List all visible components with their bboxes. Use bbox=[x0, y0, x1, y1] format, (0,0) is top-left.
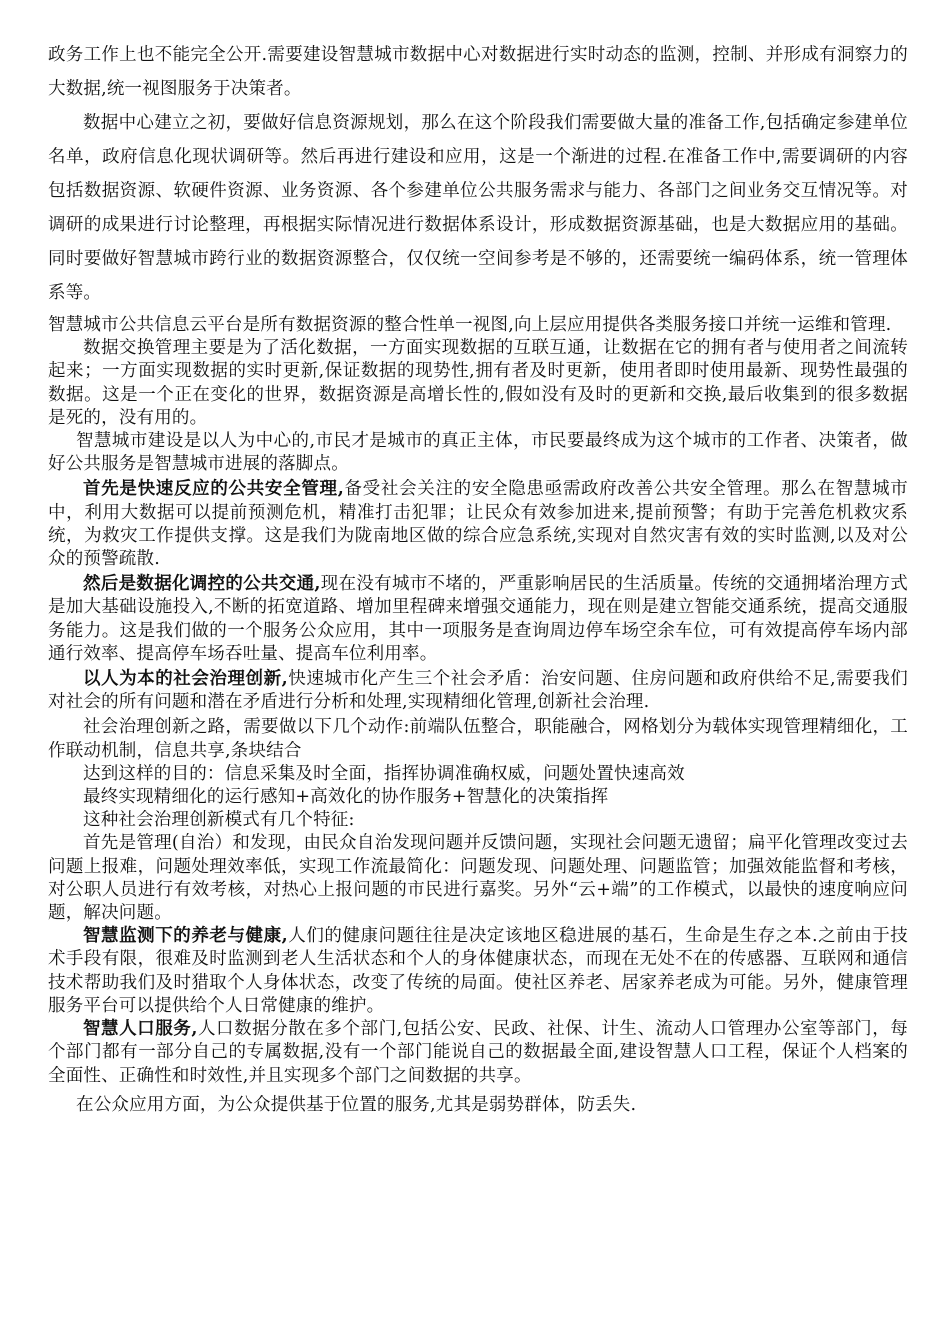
body-public-transport: 现在没有城市不堵的，严重影响居民的生活质量。传统的交通拥堵治理方式是加大基础设施投入,不断的拓宽道路、增加里程碑来增强交通能力，现在则是建立智能交通系统，提高交通服务能力。这是我们做的一个服务公众应用，其中一项服务是查询周边停车场空余车位，可有效提高停车场内部通行效率、提高停车场吞吐量、提高车位利用率。 bbox=[48, 574, 908, 664]
paragraph-data-exchange: 数据交换管理主要是为了活化数据，一方面实现数据的互联互通，让数据在它的拥有者与使用者之间流转起来；一方面实现数据的实时更新,保证数据的现势性,拥有者及时更新，使用者即时使用最新、现势性最强的数据。这是一个正在变化的世界，数据资源是高增长性的,假如没有及时的更新和交换,最后收集到的很多数据是死的，没有用的。 bbox=[48, 338, 908, 428]
paragraph-social-governance bbox=[48, 668, 908, 714]
lead-social-governance: 以人为本的社会治理创新, bbox=[83, 669, 288, 690]
body-population-service: 人口数据分散在多个部门,包括公安、民政、社保、计生、流动人口管理办公室等部门，每个部门都有一部分自己的专属数据,没有一个部门能说自己的数据最全面,建设智慧人口工程，保证个人档案的全面性、正确性和时效性,并且实现多个部门之间数据的共享。 bbox=[48, 1019, 908, 1086]
lead-public-transport: 然后是数据化调控的公共交通, bbox=[83, 574, 321, 595]
paragraph-public-safety bbox=[48, 478, 908, 571]
body-social-governance: 快速城市化产生三个社会矛盾：治安问题、住房问题和政府供给不足,需要我们对社会的所有问题和潜在矛盾进行分析和处理,实现精细化管理,创新社会治理. bbox=[48, 669, 909, 713]
paragraph-cloud-platform: 智慧城市公共信息云平台是所有数据资源的整合性单一视图,向上层应用提供各类服务接口并统一运维和管理. bbox=[48, 315, 892, 335]
body-elderly-health: 人们的健康问题往往是决定该地区稳进展的基石，生命是生存之本.之前由于技术手段有限，很难及时监测到老人生活状态和个人的身体健康状态，而现在无处不在的传感器、互联网和通信技术帮助我们及时猎取个人身体状态，改变了传统的局面。使社区养老、居家养老成为可能。另外，健康管理服务平台可以提供给个人日常健康的维护。 bbox=[48, 926, 909, 1016]
paragraph-data-center-intro: 政务工作上也不能完全公开.需要建设智慧城市数据中心对数据进行实时动态的监测，控制、并形成有洞察力的大数据,统一视图服务于决策者。 bbox=[48, 45, 908, 99]
body-public-safety: 备受社会关注的安全隐患亟需政府改善公共安全管理。那么在智慧城市中，利用大数据可以提前预测危机，精准打击犯罪；让民众有效参加进来,提前预警；有助于完善危机救灾系统，为救灾工作提供支撑。这是我们为陇南地区做的综合应急系统,实现对自然灾害有效的实时监测,以及对公众的预警疏散. bbox=[48, 479, 908, 570]
lead-population-service: 智慧人口服务, bbox=[83, 1019, 198, 1040]
paragraph-governance-details: 首先是管理(自治）和发现，由民众自治发现问题并反馈问题，实现社会问题无遗留；扁平化管理改变过去问题上报难，问题处理效率低，实现工作流最简化：问题发现、问题处理、问题监管；加强效能监督和考核，对公职人员进行有效考核，对热心上报问题的市民进行嘉奖。另外“云+端”的工作模式，以最快的速度响应问题，解决问题。 bbox=[48, 833, 908, 924]
lead-elderly-health: 智慧监测下的养老与健康, bbox=[83, 926, 288, 947]
paragraph-governance-goals: 达到这样的目的：信息采集及时全面，指挥协调准确权威，问题处置快速高效 bbox=[83, 763, 685, 784]
paragraph-people-centric: 智慧城市建设是以人为中心的,市民才是城市的真正主体，市民要最终成为这个城市的工作者、决策者，做好公共服务是智慧城市进展的落脚点。 bbox=[48, 431, 908, 475]
paragraph-governance-actions: 社会治理创新之路，需要做以下几个动作:前端队伍整合，职能融合，网格划分为载体实现管理精细化，工作联动机制，信息共享,条块结合 bbox=[48, 717, 908, 761]
paragraph-resource-planning: 数据中心建立之初，要做好信息资源规划，那么在这个阶段我们需要做大量的准备工作,包括确定参建单位名单，政府信息化现状调研等。然后再进行建设和应用，这是一个渐进的过程.在准备工作中,需要调研的内容包括数据资源、软硬件资源、业务资源、各个参建单位公共服务需求与能力、各部门之间业务交互情况等。对调研的成果进行讨论整理，再根据实际情况进行数据体系设计，形成数据资源基础，也是大数据应用的基础。同时要做好智慧城市跨行业的数据资源整合，仅仅统一空间参考是不够的，还需要统一编码体系，统一管理体系等。 bbox=[48, 113, 908, 303]
paragraph-governance-result: 最终实现精细化的运行感知+高效化的协作服务+智慧化的决策指挥 bbox=[83, 787, 609, 808]
paragraph-governance-features: 这种社会治理创新模式有几个特征: bbox=[83, 810, 355, 831]
paragraph-elderly-health bbox=[48, 925, 908, 1018]
paragraph-public-application: 在公众应用方面，为公众提供基于位置的服务,尤其是弱势群体，防丢失. bbox=[76, 1094, 637, 1115]
document-page bbox=[48, 38, 908, 1122]
lead-public-safety: 首先是快速反应的公共安全管理, bbox=[83, 479, 344, 500]
paragraph-public-transport bbox=[48, 573, 908, 666]
paragraph-population-service bbox=[48, 1018, 908, 1088]
